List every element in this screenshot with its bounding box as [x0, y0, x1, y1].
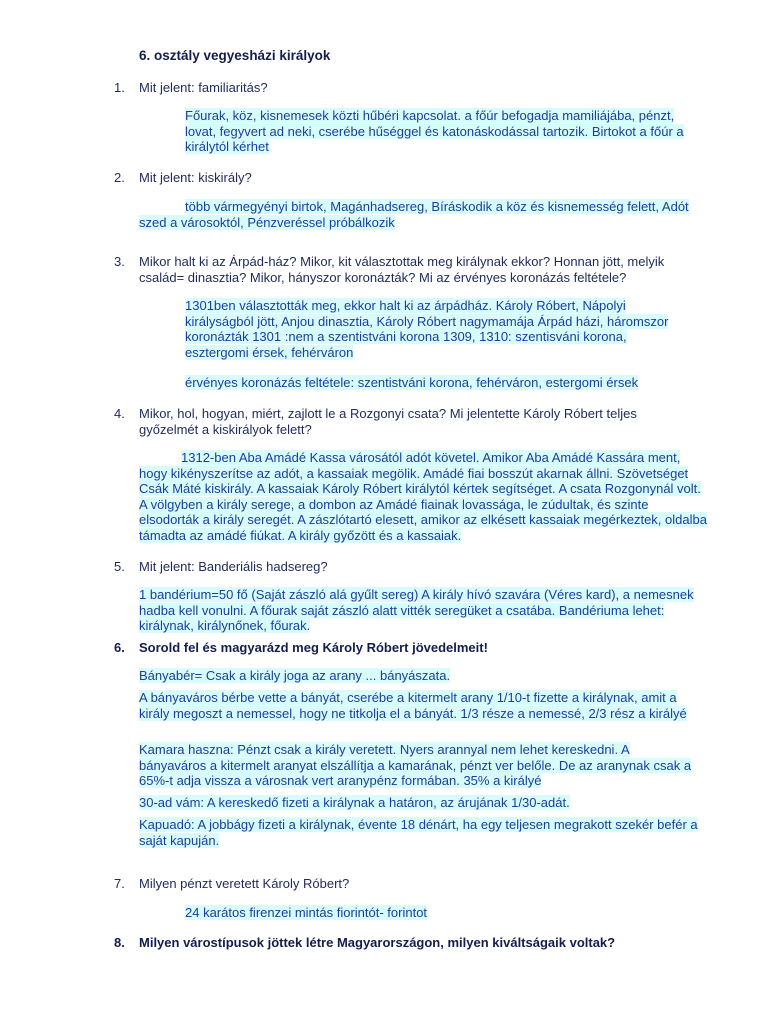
- question-number: 3.: [114, 254, 125, 269]
- question-text: Milyen várostípusok jöttek létre Magyarországon, milyen kiváltságaik voltak?: [139, 935, 616, 950]
- answer-text: Bányabér= Csak a király joga az arany ... bányászata.: [139, 668, 451, 683]
- question-5: [114, 559, 674, 575]
- answer-6d: [139, 795, 699, 811]
- question-text: Mit jelent: kiskirály?: [139, 170, 252, 185]
- question-text: Milyen pénzt veretett Károly Róbert?: [139, 876, 350, 891]
- answer-6b: [139, 690, 704, 721]
- answer-2: [139, 199, 709, 230]
- question-number: 4.: [114, 406, 125, 421]
- answer-1: [185, 108, 685, 155]
- answer-3b: [185, 375, 685, 391]
- answer-6e: [139, 817, 711, 848]
- answer-text: 1 bandérium=50 fő (Saját zászló alá gyűlt sereg) A király hívó szavára (Véres kard), a nemesnek hadba kell vonulni. A főurak saját zászló alatt vitték seregüket a csatába. Bandériuma lehet: királynak, királynőnek, főurak.: [139, 587, 694, 634]
- question-number: 8.: [114, 935, 125, 950]
- question-number: 2.: [114, 170, 125, 185]
- question-8: [114, 935, 704, 951]
- question-1: [114, 80, 674, 96]
- question-2: [114, 170, 674, 186]
- question-text: Mit jelent: familiaritás?: [139, 80, 268, 95]
- answer-text: 30-ad vám: A kereskedő fizeti a királynak a határon, az árujának 1/30-adát.: [139, 795, 570, 810]
- answer-6c: [139, 742, 699, 789]
- answer-text: érvényes koronázás feltétele: szentistváni korona, fehérváron, estergomi érsek: [185, 375, 639, 390]
- answer-text: több vármegyényi birtok, Magánhadsereg, Bíráskodik a köz és kisnemesség felett, Adót szed a városoktól, Pénzveréssel próbálkozik: [139, 199, 689, 230]
- answer-text: Kapuadó: A jobbágy fizeti a királynak, évente 18 dénárt, ha egy teljesen megrakott szekér befér a saját kapuján.: [139, 817, 698, 848]
- answer-text: Kamara haszna: Pénzt csak a király veretett. Nyers arannyal nem lehet kereskedni. A bányaváros a kitermelt aranyat elszállítja a kamarának, pénzt ver belőle. De az aranynak csak a 65%-t adja vissza a városnak vert aranypénz formában. 35% a királyé: [139, 742, 692, 789]
- question-text: Mikor, hol, hogyan, miért, zajlott le a Rozgonyi csata? Mi jelentette Károly Róbert teljes győzelmét a kiskirályok felett?: [139, 406, 637, 437]
- answer-text: Főurak, köz, kisnemesek közti hűbéri kapcsolat. a főúr befogadja mamiliájába, pénzt, lovat, fegyvert ad neki, cserébe hűséggel és katonáskodással tartozik. Birtokot a főúr a királytól kérhet: [185, 108, 684, 155]
- question-number: 7.: [114, 876, 125, 891]
- question-3: [114, 254, 689, 285]
- question-text: Mikor halt ki az Árpád-ház? Mikor, kit választottak meg királynak ekkor? Honnan jött, melyik család= dinasztia? Mikor, hányszor koronázták? Mi az érvényes koronázás feltétele?: [139, 254, 665, 285]
- answer-3a: [185, 298, 685, 360]
- answer-text: 1301ben választották meg, ekkor halt ki az árpádház. Károly Róbert, Nápolyi királyságból jött, Anjou dinasztia, Károly Róbert nagymamája Árpád házi, háromszor koronázták 1301 :nem a szentistváni korona 1309, 1310: szentisváni korona, esztergomi érsek, fehérváron: [185, 298, 669, 360]
- page-title: 6. osztály vegyesházi királyok: [139, 48, 331, 63]
- answer-5: [139, 587, 694, 634]
- answer-text: 1312-ben Aba Amádé Kassa városától adót követel. Amikor Aba Amádé Kassára ment, hogy kikényszerítse az adót, a kassaiak megölik. Amádé fiai bosszút akarnak állni. Szövetséget Csák Máté kiskirály. A kassaiak Károly Róbert királytól kértek segítséget. A csata Rozgonynál volt. A völgyben a király serege, a dombon az Amádé fiainak lovassága, le zúdultak, és szinte elsodorták a király seregét. A zászlótartó elesett, amikor az elkésett kassaiak megérkeztek, oldalba támadta az amádé fiúkat. A király győzött és a kassaiak.: [139, 450, 707, 543]
- question-text: Mit jelent: Banderiális hadsereg?: [139, 559, 328, 574]
- answer-7: [185, 905, 685, 921]
- question-number: 6.: [114, 640, 125, 655]
- answer-text: A bányaváros bérbe vette a bányát, cserébe a kitermelt arany 1/10-t fizette a királynak, amit a király megoszt a nemessel, hogy ne titkolja el a bányát. 1/3 része a nemessé, 2/3 rész a királyé: [139, 690, 687, 721]
- question-7: [114, 876, 674, 892]
- answer-4: [139, 450, 707, 544]
- question-6: [114, 640, 694, 656]
- answer-text: 24 karátos firenzei mintás fiorintót- forintot: [185, 905, 428, 920]
- question-number: 1.: [114, 80, 125, 95]
- question-text: Sorold fel és magyarázd meg Károly Róbert jövedelmeit!: [139, 640, 488, 655]
- question-number: 5.: [114, 559, 125, 574]
- answer-6a: [139, 668, 699, 684]
- question-4: [114, 406, 694, 437]
